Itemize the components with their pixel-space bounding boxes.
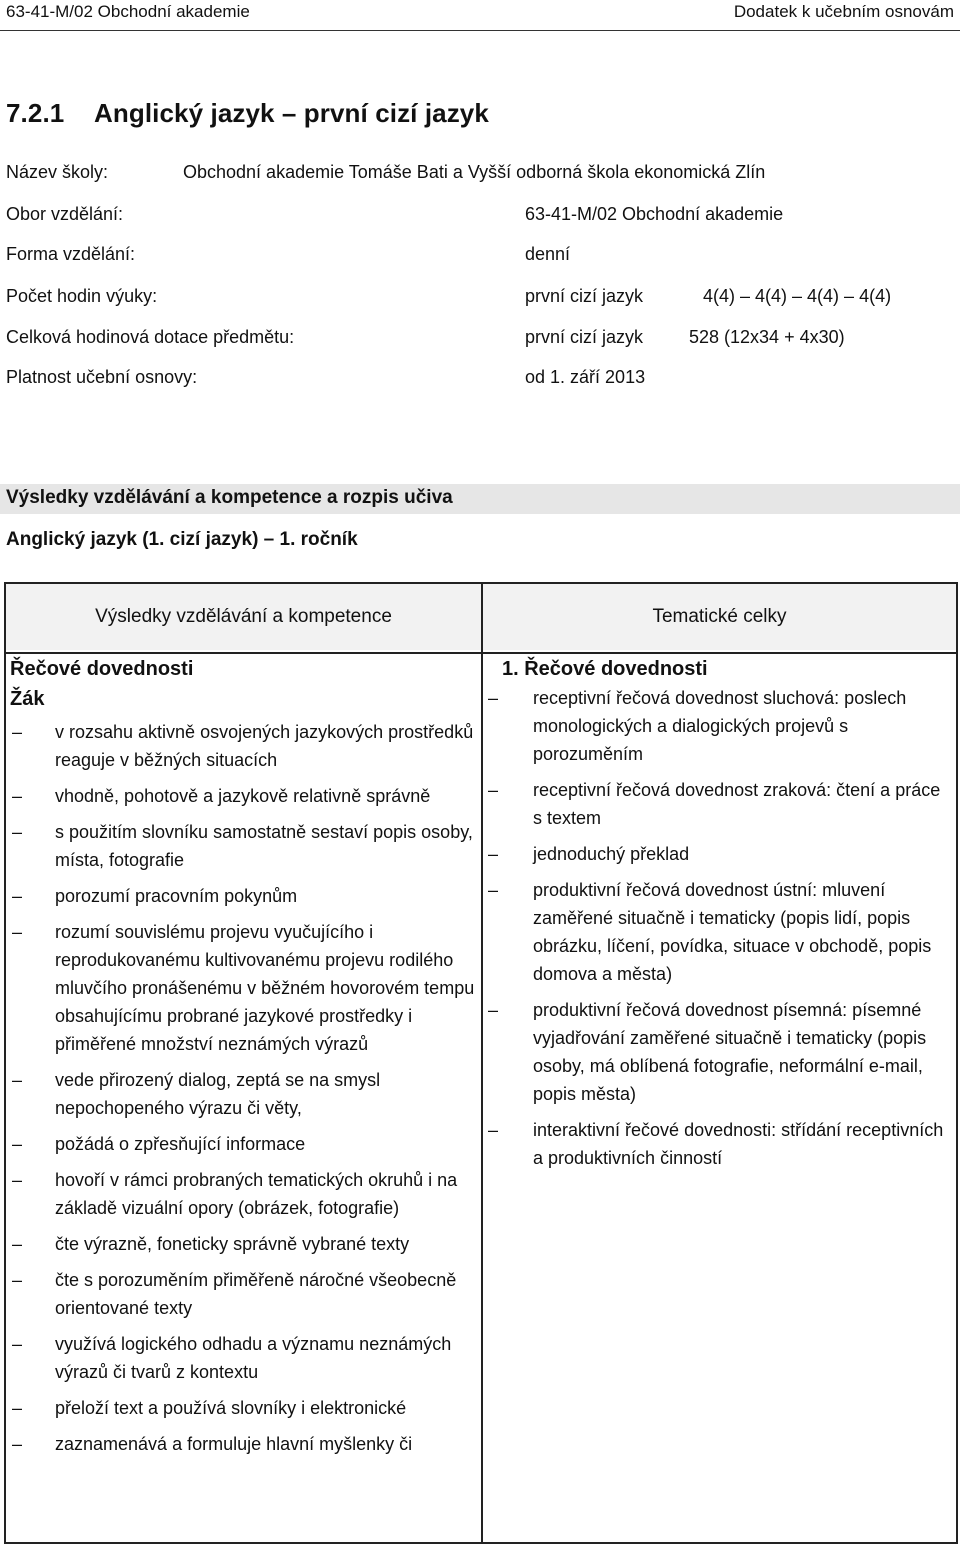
list-item xyxy=(488,996,952,1108)
col-right-header: Tematické celky xyxy=(652,606,787,627)
list-item xyxy=(10,818,476,874)
list-item xyxy=(10,1266,476,1322)
running-header-left: 63-41-M/02 Obchodní akademie xyxy=(6,2,250,21)
section-band xyxy=(0,484,960,514)
list-item-text: jednoduchý překlad xyxy=(533,844,690,864)
col-left-header: Výsledky vzdělávání a kompetence xyxy=(95,606,392,627)
list-item xyxy=(488,876,952,988)
right-items-list xyxy=(488,684,952,1172)
list-item xyxy=(488,776,952,832)
list-item xyxy=(10,782,476,810)
list-item-text: čte s porozuměním přiměřeně náročné všeobecně orientované texty xyxy=(55,1270,457,1318)
list-item xyxy=(10,1394,476,1422)
list-item-text: receptivní řečová dovednost sluchová: poslech monologických a dialogických projevů s porozuměním xyxy=(533,688,907,764)
dash-bullet: – xyxy=(12,1134,23,1154)
header-rule xyxy=(0,30,960,31)
list-item xyxy=(10,1330,476,1386)
results-section-title: Výsledky vzdělávání a kompetence a rozpis učiva xyxy=(6,487,453,508)
list-item xyxy=(10,882,476,910)
dash-bullet: – xyxy=(12,922,23,942)
left-items-list xyxy=(10,718,476,1458)
validity-value: od 1. září 2013 xyxy=(525,367,646,387)
dash-bullet: – xyxy=(12,1170,23,1190)
list-item-text: receptivní řečová dovednost zraková: čtení a práce s textem xyxy=(533,780,941,828)
dash-bullet: – xyxy=(12,1070,23,1090)
school-value: Obchodní akademie Tomáše Bati a Vyšší odborná škola ekonomická Zlín xyxy=(183,162,766,182)
list-item xyxy=(488,1116,952,1172)
school-label: Název školy: xyxy=(6,162,109,182)
dash-bullet: – xyxy=(12,1334,23,1354)
hours-values: 4(4) – 4(4) – 4(4) – 4(4) xyxy=(703,286,892,306)
running-header-right: Dodatek k učebním osnovám xyxy=(733,2,954,21)
list-item xyxy=(10,1130,476,1158)
total-label: Celková hodinová dotace předmětu: xyxy=(6,327,295,347)
dash-bullet: – xyxy=(12,822,23,842)
list-item xyxy=(10,1430,476,1458)
dash-bullet: – xyxy=(488,688,499,708)
left-heading: Řečové dovednosti xyxy=(10,658,194,680)
dash-bullet: – xyxy=(12,1234,23,1254)
form-label: Forma vzdělání: xyxy=(6,244,136,264)
curriculum-table xyxy=(4,582,958,1544)
left-subheading: Žák xyxy=(10,688,45,710)
list-item xyxy=(488,840,952,868)
list-item-text: požádá o zpřesňující informace xyxy=(55,1134,306,1154)
list-item-text: produktivní řečová dovednost písemná: písemné vyjadřování zaměřené situačně i tematicky (popis osoby, má oblíbená fotografie, neformální e-mail, popis města) xyxy=(533,1000,927,1104)
list-item-text: v rozsahu aktivně osvojených jazykových prostředků reaguje v běžných situacích xyxy=(55,722,474,770)
list-item xyxy=(10,718,476,774)
dash-bullet: – xyxy=(488,780,499,800)
dash-bullet: – xyxy=(488,1000,499,1020)
right-heading: 1. Řečové dovednosti xyxy=(502,658,708,680)
list-item xyxy=(10,918,476,1058)
left-column xyxy=(10,654,476,1466)
list-item-text: vede přirozený dialog, zeptá se na smysl nepochopeného výrazu či věty, xyxy=(55,1070,381,1118)
dash-bullet: – xyxy=(488,1120,499,1140)
list-item-text: produktivní řečová dovednost ústní: mluvení zaměřené situačně i tematicky (popis lidí, popis obrázku, líčení, povídka, situace v obchodě, popis domova a města) xyxy=(533,880,932,984)
dash-bullet: – xyxy=(488,844,499,864)
hours-label: Počet hodin výuky: xyxy=(6,286,158,306)
list-item xyxy=(488,684,952,768)
list-item-text: využívá logického odhadu a významu neznámých výrazů či tvarů z kontextu xyxy=(55,1334,452,1382)
dash-bullet: – xyxy=(12,722,23,742)
list-item xyxy=(10,1066,476,1122)
list-item-text: přeloží text a používá slovníky i elektronické xyxy=(55,1398,407,1418)
list-item xyxy=(10,1230,476,1258)
list-item-text: interaktivní řečové dovednosti: střídání receptivních a produktivních činností xyxy=(533,1120,944,1168)
dash-bullet: – xyxy=(12,1398,23,1418)
total-subject: první cizí jazyk xyxy=(525,327,644,347)
field-label: Obor vzdělání: xyxy=(6,204,124,224)
total-value: 528 (12x34 + 4x30) xyxy=(689,327,845,347)
dash-bullet: – xyxy=(12,886,23,906)
dash-bullet: – xyxy=(12,786,23,806)
column-divider xyxy=(481,584,483,1542)
list-item-text: čte výrazně, foneticky správně vybrané texty xyxy=(55,1234,410,1254)
section-number: 7.2.1 xyxy=(6,98,65,128)
dash-bullet: – xyxy=(12,1434,23,1454)
section-heading xyxy=(6,98,489,129)
section-title-text: Anglický jazyk – první cizí jazyk xyxy=(94,98,489,128)
dash-bullet: – xyxy=(488,880,499,900)
list-item-text: s použitím slovníku samostatně sestaví popis osoby, místa, fotografie xyxy=(55,822,473,870)
hours-subject: první cizí jazyk xyxy=(525,286,644,306)
grade-subtitle: Anglický jazyk (1. cizí jazyk) – 1. ročník xyxy=(6,529,358,550)
form-value: denní xyxy=(525,244,571,264)
list-item-text: porozumí pracovním pokynům xyxy=(55,886,298,906)
list-item-text: zaznamenává a formuluje hlavní myšlenky či xyxy=(55,1434,413,1454)
list-item-text: vhodně, pohotově a jazykově relativně správně xyxy=(55,786,431,806)
validity-label: Platnost učební osnovy: xyxy=(6,367,198,387)
list-item xyxy=(10,1166,476,1222)
dash-bullet: – xyxy=(12,1270,23,1290)
field-value: 63-41-M/02 Obchodní akademie xyxy=(525,204,784,224)
list-item-text: hovoří v rámci probraných tematických okruhů i na základě vizuální opory (obrázek, fotografie) xyxy=(55,1170,458,1218)
list-item-text: rozumí souvislému projevu vyučujícího i reprodukovanému kultivovanému projevu rodilého mluvčího pronášenému v běžném hovorovém tempu obsahujícímu probrané jazykové prostředky i přiměřené množství neznámých výrazů xyxy=(55,922,475,1054)
right-column xyxy=(488,654,952,1180)
